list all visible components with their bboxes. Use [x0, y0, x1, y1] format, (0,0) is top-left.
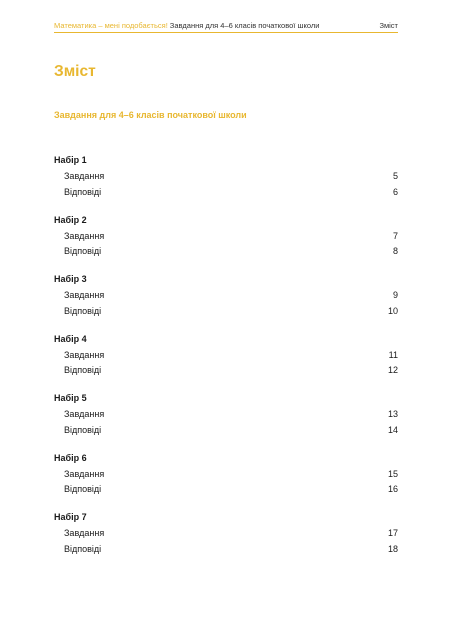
- page-title: Зміст: [54, 63, 96, 80]
- toc-entry[interactable]: [54, 482, 398, 498]
- toc-entry-page: 11: [388, 349, 398, 360]
- toc-entry-page: 9: [392, 290, 398, 300]
- toc-set: [54, 392, 398, 438]
- toc-entry-label: Відповіді: [64, 543, 102, 554]
- toc-set: [54, 273, 398, 319]
- toc-entry-label: Завдання: [64, 468, 105, 479]
- toc-entry-page: 5: [392, 171, 398, 181]
- toc-entry[interactable]: [54, 288, 398, 304]
- toc-entry-page: 14: [387, 424, 398, 435]
- toc-entry[interactable]: [54, 304, 398, 320]
- toc-entry-page: 6: [392, 186, 398, 197]
- toc-entry[interactable]: [54, 467, 398, 483]
- toc-set: [54, 511, 398, 557]
- toc-entry[interactable]: [54, 526, 398, 542]
- toc-set-title: Набір 3: [54, 274, 87, 284]
- toc-set: [54, 214, 398, 260]
- toc-set-title: Набір 1: [54, 155, 87, 165]
- toc-entry-page: 15: [387, 468, 398, 479]
- toc-set: [54, 154, 398, 200]
- toc-entry-page: 8: [392, 246, 398, 256]
- toc-entry[interactable]: [54, 363, 398, 379]
- toc-entry[interactable]: [54, 542, 398, 558]
- toc-entry[interactable]: [54, 348, 398, 364]
- toc-entry-label: Відповіді: [64, 365, 102, 375]
- toc-entry-page: 12: [387, 365, 398, 375]
- header-section-title: Зміст: [379, 20, 398, 30]
- toc-entry-page: 16: [387, 484, 398, 494]
- table-of-contents: [54, 154, 398, 571]
- header-series-title: Математика – мені подобається!: [54, 20, 168, 30]
- running-header: [54, 18, 398, 33]
- header-book-title: Завдання для 4–6 класів початкової школи: [169, 20, 320, 30]
- toc-entry-label: Завдання: [64, 171, 105, 181]
- toc-entry-label: Відповіді: [64, 484, 102, 494]
- toc-entry[interactable]: [54, 229, 398, 245]
- toc-entry-label: Відповіді: [64, 305, 102, 316]
- toc-entry-label: Завдання: [64, 230, 105, 241]
- toc-entry-page: 17: [387, 528, 398, 538]
- toc-entry-label: Завдання: [64, 290, 105, 300]
- toc-set: [54, 333, 398, 379]
- toc-entry-label: Завдання: [64, 349, 105, 360]
- toc-entry[interactable]: [54, 407, 398, 423]
- toc-entry-label: Завдання: [64, 409, 105, 419]
- toc-set-title: Набір 2: [54, 214, 87, 225]
- toc-entry-label: Завдання: [64, 528, 105, 538]
- toc-entry-page: 13: [387, 409, 398, 419]
- toc-entry[interactable]: [54, 423, 398, 439]
- toc-entry-label: Відповіді: [64, 424, 102, 435]
- toc-entry-page: 7: [392, 230, 398, 241]
- toc-set-title: Набір 4: [54, 333, 87, 344]
- toc-set-title: Набір 6: [54, 452, 87, 463]
- toc-entry-page: 10: [387, 305, 398, 316]
- toc-entry-label: Відповіді: [64, 246, 102, 256]
- toc-entry-label: Відповіді: [64, 186, 102, 197]
- toc-set-title: Набір 7: [54, 512, 87, 522]
- toc-entry-page: 18: [387, 543, 398, 554]
- toc-entry[interactable]: [54, 169, 398, 185]
- toc-entry[interactable]: [54, 244, 398, 260]
- toc-set: [54, 452, 398, 498]
- toc-set-title: Набір 5: [54, 393, 87, 403]
- toc-entry[interactable]: [54, 185, 398, 201]
- page-subtitle: Завдання для 4–6 класів початкової школи: [54, 110, 247, 120]
